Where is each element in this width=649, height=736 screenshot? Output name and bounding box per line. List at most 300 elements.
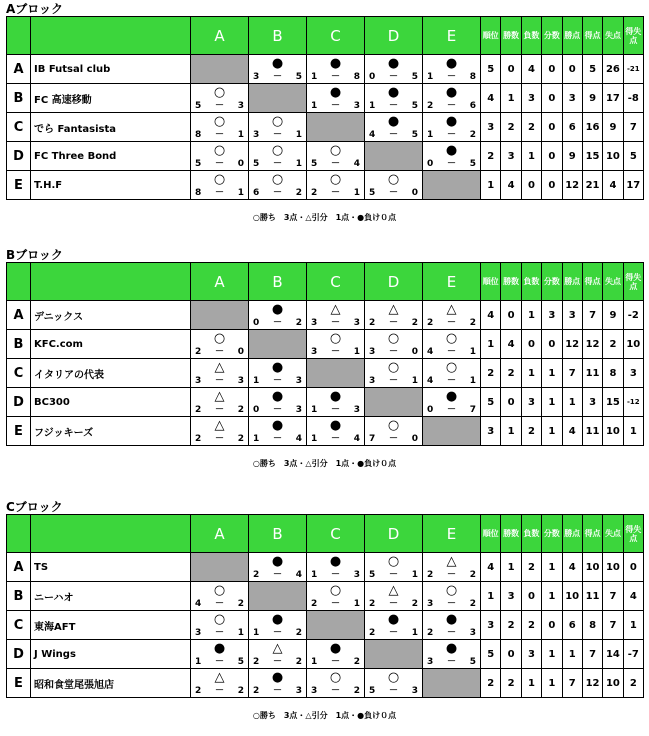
row-letter: E [7, 171, 31, 200]
column-header-E: E [423, 17, 481, 55]
row-letter: D [7, 142, 31, 171]
score-for: 5 [369, 686, 376, 696]
stat-value: 17 [603, 84, 623, 113]
stat-value: 2 [481, 669, 501, 698]
match-result-cell [191, 417, 249, 446]
score-for: 0 [253, 405, 260, 415]
self-match-cell [307, 611, 365, 640]
team-name: KFC.com [31, 330, 191, 359]
self-match-cell [423, 669, 481, 698]
stat-value: 3 [623, 359, 643, 388]
score-for: 1 [311, 657, 318, 667]
score-dash: － [272, 130, 282, 140]
match-result-cell [307, 142, 365, 171]
score-against: 5 [237, 657, 244, 667]
result-symbol: ○ [213, 114, 226, 129]
score-dash: － [272, 405, 282, 415]
score-against: 2 [353, 657, 360, 667]
stat-value: 0 [521, 330, 541, 359]
column-header-B: B [249, 515, 307, 553]
stat-value: 4 [521, 55, 541, 84]
match-result-cell [191, 582, 249, 611]
match-result-cell [307, 388, 365, 417]
stat-value: 2 [603, 330, 623, 359]
score-dash: － [330, 686, 340, 696]
result-symbol: ● [271, 612, 284, 627]
score-dash: － [388, 101, 398, 111]
stat-header: 勝数 [501, 515, 521, 553]
column-header-E: E [423, 263, 481, 301]
stat-value: 8 [603, 359, 623, 388]
stat-header: 負数 [521, 263, 541, 301]
column-header-C: C [307, 263, 365, 301]
stat-value: 14 [603, 640, 623, 669]
match-score [369, 570, 418, 580]
score-for: 2 [427, 570, 434, 580]
match-score [427, 347, 476, 357]
score-dash: － [214, 628, 224, 638]
self-match-cell [307, 359, 365, 388]
stat-value: 3 [521, 388, 541, 417]
match-score [195, 686, 244, 696]
stat-value: 11 [582, 417, 602, 446]
stat-value: 12 [562, 171, 582, 200]
score-against: 2 [295, 188, 302, 198]
stat-header: 失点 [603, 263, 623, 301]
score-against: 1 [353, 188, 360, 198]
stat-value: 1 [501, 84, 521, 113]
stat-value: 2 [501, 359, 521, 388]
result-symbol: ● [445, 56, 458, 71]
stat-value: 0 [501, 301, 521, 330]
stat-value: 3 [481, 417, 501, 446]
stat-value: 10 [603, 553, 623, 582]
stat-value: 3 [521, 84, 541, 113]
score-for: 1 [311, 101, 318, 111]
stat-header: 得点 [582, 263, 602, 301]
score-for: 3 [369, 376, 376, 386]
score-against: 2 [353, 686, 360, 696]
stat-header: 得点 [582, 515, 602, 553]
stat-value: 21 [582, 171, 602, 200]
team-row [7, 640, 644, 669]
stat-value: 5 [481, 388, 501, 417]
match-result-cell [191, 611, 249, 640]
score-for: 2 [311, 188, 318, 198]
team-name: フジッキーズ [31, 417, 191, 446]
team-row [7, 553, 644, 582]
stat-value: 4 [481, 553, 501, 582]
score-for: 3 [427, 657, 434, 667]
score-against: 2 [237, 686, 244, 696]
result-symbol: ○ [271, 143, 284, 158]
score-dash: － [330, 599, 340, 609]
match-score [311, 599, 360, 609]
score-for: 8 [195, 130, 202, 140]
result-symbol: △ [214, 670, 225, 685]
score-dash: － [330, 347, 340, 357]
result-symbol: ● [445, 143, 458, 158]
match-result-cell [307, 55, 365, 84]
score-dash: － [388, 570, 398, 580]
result-symbol: ● [329, 85, 342, 100]
score-for: 4 [427, 376, 434, 386]
stat-value: 7 [582, 301, 602, 330]
score-for: 1 [253, 376, 260, 386]
stat-header: 得失点 [623, 515, 643, 553]
match-result-cell [191, 388, 249, 417]
score-for: 1 [427, 72, 434, 82]
team-row [7, 171, 644, 200]
score-against: 0 [237, 159, 244, 169]
score-for: 1 [369, 101, 376, 111]
result-symbol: △ [272, 641, 283, 656]
stat-value: 4 [623, 582, 643, 611]
standings-table [6, 514, 644, 698]
score-against: 1 [411, 570, 418, 580]
score-for: 0 [369, 72, 376, 82]
self-match-cell [307, 113, 365, 142]
column-header-D: D [365, 515, 423, 553]
match-result-cell [365, 417, 423, 446]
match-score [427, 376, 476, 386]
result-symbol: ● [271, 554, 284, 569]
team-name: デニックス [31, 301, 191, 330]
self-match-cell [365, 388, 423, 417]
stat-value: -12 [623, 388, 643, 417]
result-symbol: △ [388, 583, 399, 598]
score-against: 3 [353, 318, 360, 328]
stat-value: 17 [623, 171, 643, 200]
score-against: 5 [469, 657, 476, 667]
result-symbol: △ [214, 389, 225, 404]
stat-value: 2 [521, 113, 541, 142]
stat-value: 11 [582, 359, 602, 388]
column-header-D: D [365, 17, 423, 55]
result-symbol: ● [445, 389, 458, 404]
team-row [7, 669, 644, 698]
stat-value: 2 [481, 142, 501, 171]
match-result-cell [365, 113, 423, 142]
score-against: 0 [411, 347, 418, 357]
stat-value: 16 [582, 113, 602, 142]
score-against: 5 [411, 130, 418, 140]
score-dash: － [214, 130, 224, 140]
stat-value: 0 [623, 553, 643, 582]
score-against: 3 [469, 628, 476, 638]
stat-value: 1 [521, 359, 541, 388]
match-score [253, 686, 302, 696]
score-for: 1 [311, 405, 318, 415]
stat-value: 1 [542, 640, 562, 669]
row-letter: A [7, 55, 31, 84]
block-title: Bブロック [6, 248, 63, 262]
score-dash: － [446, 628, 456, 638]
stat-header: 順位 [481, 17, 501, 55]
stat-value: 1 [521, 142, 541, 171]
score-for: 3 [311, 318, 318, 328]
stat-value: 1 [501, 553, 521, 582]
block-Aブロック [6, 0, 643, 226]
stat-value: 9 [582, 84, 602, 113]
stat-header: 順位 [481, 515, 501, 553]
column-header-C: C [307, 515, 365, 553]
score-for: 1 [311, 434, 318, 444]
match-result-cell [191, 171, 249, 200]
match-result-cell [249, 171, 307, 200]
header-team-blank [31, 263, 191, 301]
match-result-cell [423, 84, 481, 113]
score-against: 3 [353, 101, 360, 111]
score-for: 6 [253, 188, 260, 198]
result-symbol: ● [445, 641, 458, 656]
team-name: IB Futsal club [31, 55, 191, 84]
header-corner [7, 515, 31, 553]
block-Cブロック [6, 498, 643, 724]
stat-header: 分数 [542, 263, 562, 301]
row-letter: B [7, 582, 31, 611]
result-symbol: ● [387, 114, 400, 129]
stat-value: 12 [562, 330, 582, 359]
score-dash: － [388, 376, 398, 386]
match-score [311, 347, 360, 357]
match-result-cell [191, 640, 249, 669]
score-dash: － [330, 405, 340, 415]
score-dash: － [214, 159, 224, 169]
match-result-cell [423, 640, 481, 669]
result-symbol: ○ [387, 172, 400, 187]
stat-value: 1 [521, 669, 541, 698]
column-header-E: E [423, 515, 481, 553]
score-against: 3 [295, 376, 302, 386]
match-result-cell [423, 553, 481, 582]
team-row [7, 142, 644, 171]
score-for: 2 [195, 434, 202, 444]
score-against: 3 [237, 376, 244, 386]
result-symbol: ○ [387, 554, 400, 569]
match-score [195, 101, 244, 111]
result-symbol: ● [329, 418, 342, 433]
stat-value: -21 [623, 55, 643, 84]
match-score [369, 318, 418, 328]
stat-header: 分数 [542, 515, 562, 553]
team-name: ニーハオ [31, 582, 191, 611]
score-for: 1 [311, 72, 318, 82]
match-score [427, 101, 476, 111]
result-symbol: ● [329, 389, 342, 404]
stat-value: 0 [542, 55, 562, 84]
match-result-cell [191, 84, 249, 113]
score-for: 4 [195, 599, 202, 609]
match-score [369, 101, 418, 111]
match-score [427, 159, 476, 169]
score-dash: － [446, 376, 456, 386]
team-name: FC Three Bond [31, 142, 191, 171]
result-symbol: △ [214, 360, 225, 375]
team-name: 昭和食堂尾張旭店 [31, 669, 191, 698]
score-against: 2 [411, 318, 418, 328]
self-match-cell [423, 417, 481, 446]
score-against: 4 [353, 159, 360, 169]
match-score [311, 657, 360, 667]
match-score [427, 130, 476, 140]
column-header-C: C [307, 17, 365, 55]
score-for: 2 [195, 405, 202, 415]
legend-note: ○勝ち 3点・△引分 1点・●負け０点 [252, 213, 397, 222]
score-for: 2 [195, 347, 202, 357]
match-result-cell [365, 582, 423, 611]
score-dash: － [388, 434, 398, 444]
stat-value: 4 [501, 171, 521, 200]
row-letter: C [7, 359, 31, 388]
match-score [369, 130, 418, 140]
stat-value: 4 [501, 330, 521, 359]
match-score [253, 628, 302, 638]
row-letter: B [7, 330, 31, 359]
score-against: 5 [469, 159, 476, 169]
match-result-cell [423, 388, 481, 417]
match-score [253, 405, 302, 415]
match-result-cell [191, 330, 249, 359]
score-for: 2 [253, 570, 260, 580]
match-result-cell [423, 113, 481, 142]
match-score [195, 405, 244, 415]
match-score [311, 318, 360, 328]
score-dash: － [388, 347, 398, 357]
score-against: 3 [353, 405, 360, 415]
stat-value: 3 [562, 84, 582, 113]
match-score [369, 188, 418, 198]
stat-header: 勝数 [501, 17, 521, 55]
match-result-cell [191, 359, 249, 388]
self-match-cell [249, 84, 307, 113]
score-dash: － [272, 159, 282, 169]
stat-value: 4 [481, 301, 501, 330]
stat-value: 3 [582, 388, 602, 417]
match-score [427, 628, 476, 638]
result-symbol: ● [445, 612, 458, 627]
self-match-cell [191, 55, 249, 84]
standings-table [6, 262, 644, 446]
match-result-cell [307, 171, 365, 200]
stat-value: 3 [501, 142, 521, 171]
score-dash: － [272, 434, 282, 444]
result-symbol: △ [446, 554, 457, 569]
score-dash: － [446, 72, 456, 82]
stat-value: -2 [623, 301, 643, 330]
result-symbol: ○ [271, 172, 284, 187]
score-against: 1 [237, 188, 244, 198]
stat-value: 5 [623, 142, 643, 171]
score-against: 2 [237, 405, 244, 415]
stat-value: 0 [501, 388, 521, 417]
score-against: 2 [469, 570, 476, 580]
stat-value: 10 [603, 417, 623, 446]
match-score [253, 318, 302, 328]
score-dash: － [446, 159, 456, 169]
legend-note: ○勝ち 3点・△引分 1点・●負け０点 [252, 711, 397, 720]
match-score [195, 434, 244, 444]
score-dash: － [214, 188, 224, 198]
match-result-cell [191, 142, 249, 171]
match-score [253, 434, 302, 444]
result-symbol: ● [271, 56, 284, 71]
stat-value: -8 [623, 84, 643, 113]
score-dash: － [214, 686, 224, 696]
stat-value: 10 [623, 330, 643, 359]
stat-value: 1 [542, 582, 562, 611]
match-result-cell [423, 582, 481, 611]
header-team-blank [31, 515, 191, 553]
self-match-cell [423, 171, 481, 200]
stat-value: 1 [481, 582, 501, 611]
score-against: 1 [411, 376, 418, 386]
match-score [311, 101, 360, 111]
stat-value: 0 [542, 330, 562, 359]
column-header-D: D [365, 263, 423, 301]
result-symbol: ● [445, 85, 458, 100]
match-score [311, 72, 360, 82]
score-against: 1 [411, 628, 418, 638]
score-for: 3 [427, 599, 434, 609]
score-for: 1 [253, 628, 260, 638]
result-symbol: ○ [387, 360, 400, 375]
stat-header: 分数 [542, 17, 562, 55]
stat-value: 5 [481, 55, 501, 84]
match-result-cell [365, 55, 423, 84]
result-symbol: ● [213, 641, 226, 656]
score-against: 4 [295, 434, 302, 444]
match-result-cell [249, 417, 307, 446]
row-letter: E [7, 417, 31, 446]
score-against: 2 [295, 657, 302, 667]
team-row [7, 611, 644, 640]
score-against: 2 [295, 628, 302, 638]
header-row [7, 263, 644, 301]
stat-value: 11 [582, 582, 602, 611]
stat-value: 0 [542, 84, 562, 113]
match-score [195, 657, 244, 667]
stat-header: 得失点 [623, 263, 643, 301]
result-symbol: ● [271, 418, 284, 433]
score-dash: － [214, 657, 224, 667]
score-for: 2 [369, 628, 376, 638]
score-against: 3 [295, 405, 302, 415]
score-dash: － [272, 72, 282, 82]
score-dash: － [388, 72, 398, 82]
result-symbol: ○ [271, 114, 284, 129]
stat-value: 10 [562, 582, 582, 611]
row-letter: A [7, 301, 31, 330]
stat-value: 2 [501, 113, 521, 142]
match-score [195, 159, 244, 169]
score-for: 5 [369, 570, 376, 580]
result-symbol: ● [271, 670, 284, 685]
result-symbol: △ [330, 302, 341, 317]
score-against: 5 [295, 72, 302, 82]
score-for: 2 [311, 599, 318, 609]
score-for: 0 [427, 405, 434, 415]
stat-value: 2 [501, 611, 521, 640]
score-dash: － [330, 159, 340, 169]
score-for: 1 [311, 570, 318, 580]
score-dash: － [330, 318, 340, 328]
score-dash: － [446, 570, 456, 580]
match-result-cell [365, 330, 423, 359]
match-score [369, 628, 418, 638]
result-symbol: ● [387, 85, 400, 100]
score-against: 0 [411, 188, 418, 198]
